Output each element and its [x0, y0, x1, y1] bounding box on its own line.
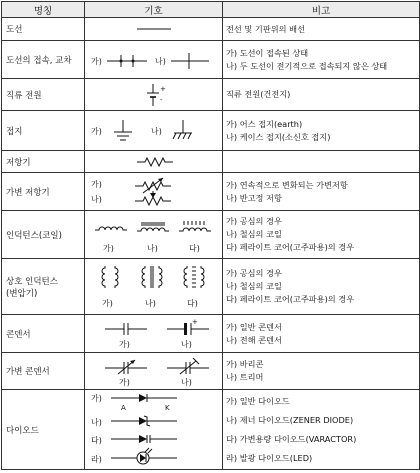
- row-desc: 가) 도선이 접속된 상태 나) 두 도선이 전기적으로 접속되지 않은 상태: [223, 41, 420, 79]
- label: 가): [91, 393, 102, 403]
- circuit-symbol-table: [1, 1, 420, 470]
- wire-symbol: [85, 18, 223, 41]
- table-row: [2, 259, 420, 315]
- row-desc: 가) 일반 다이오드 나) 제너 다이오드(ZENER DIODE) 다) 가변용량 다이오드(VARACTOR) 라) 발광 다이오드(LED): [223, 390, 420, 470]
- table-row: [2, 390, 420, 470]
- table-row: [2, 173, 420, 211]
- row-name: 저항기: [2, 151, 85, 173]
- resistor-symbol: [85, 151, 223, 173]
- row-desc: [223, 151, 420, 173]
- row-name: 가변 콘덴서: [2, 353, 85, 390]
- row-name: 콘덴서: [2, 315, 85, 353]
- header-name: 명칭: [2, 2, 85, 18]
- table-row: [2, 315, 420, 353]
- diode-symbol: [85, 390, 223, 470]
- header-symbol: 기호: [85, 2, 223, 18]
- inductor-symbol: [85, 211, 223, 259]
- header-desc: 비고: [223, 2, 420, 18]
- table-row: [2, 151, 420, 173]
- table-row: [2, 41, 420, 79]
- label: 다): [187, 298, 198, 308]
- label: 나): [181, 377, 192, 387]
- transformer-symbol: [85, 259, 223, 315]
- row-name: 도선: [2, 18, 85, 41]
- label: 다): [91, 435, 102, 445]
- label: 나): [147, 243, 158, 253]
- table-row: [2, 211, 420, 259]
- label: 가): [119, 339, 130, 349]
- row-name: 가변 저항기: [2, 173, 85, 211]
- label: 나): [91, 194, 102, 204]
- row-name: 인덕턴스(코일): [2, 211, 85, 259]
- label: 가): [103, 243, 114, 253]
- table-row: [2, 353, 420, 390]
- plus-label: +: [192, 317, 198, 326]
- ground-symbol: [85, 111, 223, 151]
- row-name: 상호 인덕턴스 (변압기): [2, 259, 85, 315]
- row-desc: 가) 바리콘 나) 트리머: [223, 353, 420, 390]
- label: 나): [155, 56, 166, 66]
- label: 가): [91, 179, 102, 189]
- variable-resistor-symbol: [85, 173, 223, 211]
- dc-source-symbol: [85, 79, 223, 111]
- plus-label: +: [160, 84, 166, 93]
- capacitor-symbol: [85, 315, 223, 353]
- variable-capacitor-symbol: [85, 353, 223, 390]
- cathode-label: K: [165, 403, 170, 412]
- row-desc: 가) 어스 접지(earth) 나) 케이스 접지(소신호 접지): [223, 111, 420, 151]
- table-row: [2, 111, 420, 151]
- table-row: [2, 79, 420, 111]
- row-name: 다이오드: [2, 390, 85, 470]
- row-desc: 직류 전원(건전지): [223, 79, 420, 111]
- wire-junction-symbol: [85, 41, 223, 79]
- row-name: 직류 전원: [2, 79, 85, 111]
- row-desc: 전선 및 기판위의 배선: [223, 18, 420, 41]
- label: 가): [91, 126, 102, 136]
- minus-label: -: [160, 95, 163, 104]
- row-name: 접지: [2, 111, 85, 151]
- row-desc: 가) 연속적으로 변화되는 가변저항 나) 반고정 저항: [223, 173, 420, 211]
- label: 라): [91, 454, 102, 464]
- table-header-row: [2, 2, 420, 18]
- row-desc: 가) 일반 콘덴서 나) 전해 콘덴서: [223, 315, 420, 353]
- label: 나): [151, 126, 162, 136]
- label: 가): [119, 377, 130, 387]
- label: 가): [91, 56, 102, 66]
- row-desc: 가) 공심의 경우 나) 철심의 코일 다) 페라이트 코어(고주파용)의 경우: [223, 211, 420, 259]
- label: 나): [91, 417, 102, 427]
- label: 나): [181, 339, 192, 349]
- row-name: 도선의 접속, 교차: [2, 41, 85, 79]
- label: 나): [145, 298, 156, 308]
- row-desc: 가) 공심의 경우 나) 철심의 코일 다) 페라이트 코어(고주파용)의 경우: [223, 259, 420, 315]
- label: 다): [189, 243, 200, 253]
- label: 가): [102, 298, 113, 308]
- anode-label: A: [121, 403, 126, 412]
- table-row: [2, 18, 420, 41]
